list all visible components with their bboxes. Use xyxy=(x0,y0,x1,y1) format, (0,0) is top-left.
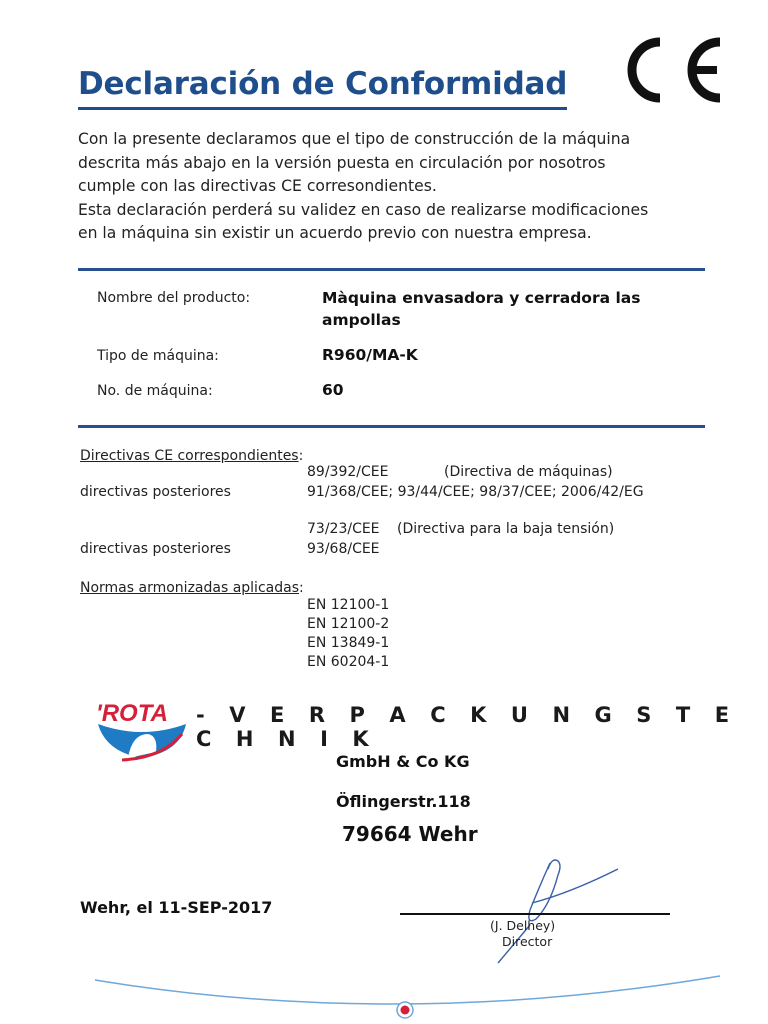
place-date: Wehr, el 11-SEP-2017 xyxy=(80,898,273,917)
machine-type-value: R960/MA-K xyxy=(322,346,418,364)
signer-name: (J. Delhey) xyxy=(490,918,556,933)
intro-text xyxy=(78,128,758,246)
company-legal-form: GmbH & Co KG xyxy=(336,752,470,771)
machine-directive-desc: (Directiva de máquinas) xyxy=(444,464,613,480)
machine-directive-code: 89/392/CEE xyxy=(307,464,389,480)
intro-line: Con la presente declaramos que el tipo de construcción de la máquina xyxy=(78,130,631,148)
later-directives-values-2: 93/68/CEE xyxy=(307,541,380,557)
divider-top xyxy=(78,268,705,271)
later-directives-label-1: directivas posteriores xyxy=(80,484,231,500)
product-name-line2: ampollas xyxy=(322,311,401,329)
company-street: Öflingerstr.118 xyxy=(336,792,471,811)
machine-number-label: No. de máquina: xyxy=(97,383,213,399)
norms-heading-text: Normas armonizadas aplicadas xyxy=(80,580,299,596)
signer-block xyxy=(490,918,555,950)
norm-item: EN 60204-1 xyxy=(307,654,390,670)
intro-line: cumple con las directivas CE corresondientes. xyxy=(78,177,437,196)
product-name-label: Nombre del producto: xyxy=(97,290,251,306)
intro-line: en la máquina sin existir un acuerdo previo con nuestra empresa. xyxy=(78,224,592,243)
directives-heading-colon: : xyxy=(298,448,304,464)
norm-item: EN 13849-1 xyxy=(307,635,390,651)
company-city: 79664 Wehr xyxy=(342,822,478,846)
directives-heading-text: Directivas CE correspondientes xyxy=(80,448,299,464)
directives-heading xyxy=(80,445,303,464)
machine-number-value: 60 xyxy=(322,381,344,399)
norms-heading xyxy=(80,577,304,596)
norm-item: EN 12100-2 xyxy=(307,616,390,632)
page-title: Declaración de Conformidad xyxy=(78,62,567,110)
rota-logo-icon xyxy=(92,694,192,762)
signer-title: Director xyxy=(502,934,553,949)
later-directives-values-1: 91/368/CEE; 93/44/CEE; 98/37/CEE; 2006/42/EG xyxy=(307,484,644,500)
logo-text: 'ROTA xyxy=(96,700,168,727)
lowvolt-directive-desc: (Directiva para la baja tensión) xyxy=(397,521,615,537)
footer-curve xyxy=(0,970,768,1024)
product-name-line1: Màquina envasadora y cerradora las xyxy=(322,289,641,307)
divider-bottom xyxy=(78,425,705,428)
lowvolt-directive-code: 73/23/CEE xyxy=(307,521,380,537)
intro-line: Esta declaración perderá su validez en caso de realizarse modificaciones xyxy=(78,200,649,219)
signature-line xyxy=(400,913,670,915)
machine-type-label: Tipo de máquina: xyxy=(97,348,219,364)
ce-mark-icon xyxy=(620,30,730,110)
later-directives-label-2: directivas posteriores xyxy=(80,541,231,557)
norms-heading-colon: : xyxy=(298,580,304,596)
norm-item: EN 12100-1 xyxy=(307,597,390,613)
intro-line: descrita más abajo en la versión puesta en circulación por nosotros xyxy=(78,153,606,172)
company-name: - V E R P A C K U N G S T E C H N I K xyxy=(196,703,738,751)
